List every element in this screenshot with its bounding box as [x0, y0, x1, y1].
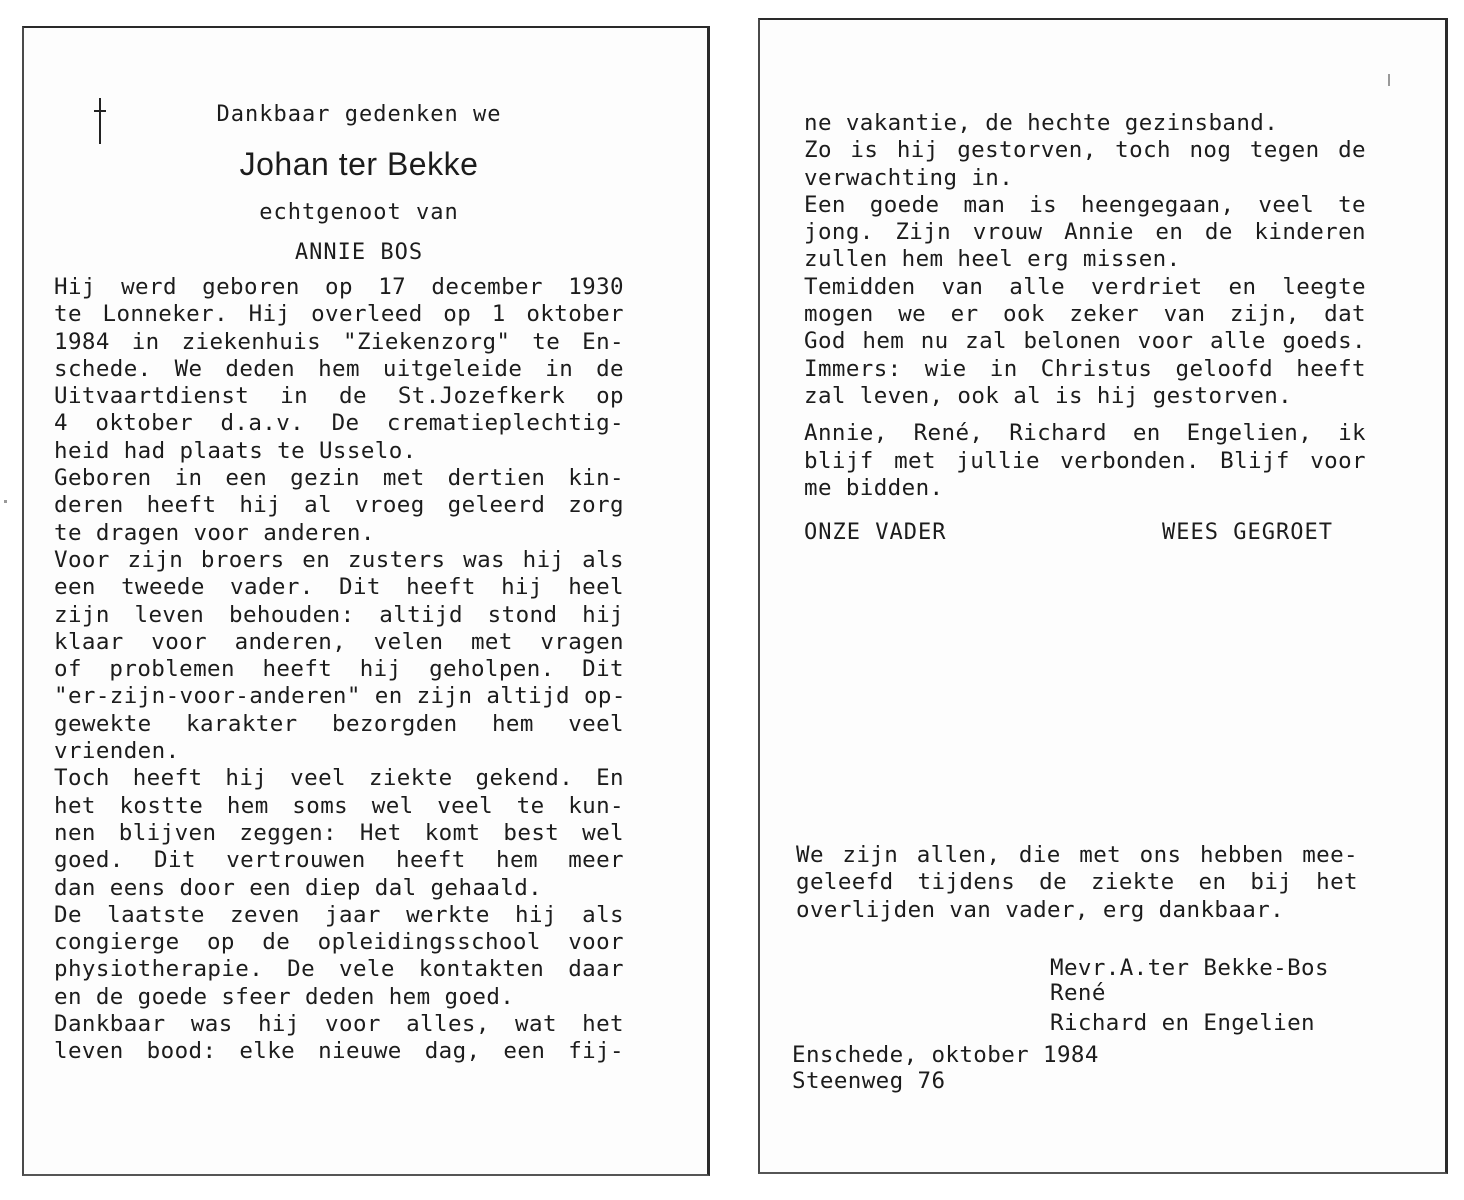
- prayer-onze-vader: ONZE VADER: [804, 520, 947, 545]
- text-line: jong. Zijn vrouw Annie en de kinderen: [804, 219, 1366, 246]
- prayer-wees-gegroet: WEES GEGROET: [1162, 520, 1333, 545]
- text-line: te Lonneker. Hij overleed op 1 oktober: [54, 301, 624, 328]
- signature-line: Mevr.A.ter Bekke-Bos: [1050, 955, 1329, 981]
- text-line: zal leven, ook al is hij gestorven.: [804, 382, 1293, 409]
- scan-mark: [1388, 74, 1390, 86]
- text-line: gewekte karakter bezorgden hem veel: [54, 710, 624, 737]
- text-line: Een goede man is heengegaan, veel te: [804, 191, 1366, 218]
- text-line: physiotherapie. De vele kontakten daar: [54, 956, 624, 983]
- text-line: vrienden.: [54, 738, 180, 765]
- left-card: [22, 26, 710, 1176]
- text-line: me bidden.: [804, 474, 944, 501]
- closing-text: [804, 110, 1366, 502]
- text-line: [804, 410, 1366, 420]
- text-line: deren heeft hij al vroeg geleerd zorg: [54, 492, 624, 519]
- text-line: zullen hem heel erg missen.: [804, 246, 1181, 273]
- text-line: mogen we er ook zeker van zijn, dat: [804, 301, 1366, 328]
- cross-icon: [94, 98, 106, 144]
- text-line: De laatste zeven jaar werkte hij als: [54, 901, 624, 928]
- text-line: Zo is hij gestorven, toch nog tegen de: [804, 137, 1366, 164]
- heading: Dankbaar gedenken we: [216, 102, 502, 127]
- text-line: We zijn allen, die met ons hebben mee-: [796, 842, 1358, 868]
- text-line: 4 oktober d.a.v. De crematieplechtig-: [54, 410, 624, 437]
- text-line: ne vakantie, de hechte gezinsband.: [804, 110, 1279, 136]
- deceased-name: Johan ter Bekke: [239, 146, 479, 182]
- text-line: Hij werd geboren op 17 december 1930: [54, 274, 624, 300]
- text-line: schede. We deden hem uitgeleide in de: [54, 355, 624, 382]
- place-date: Enschede, oktober 1984: [792, 1042, 1099, 1068]
- text-line: verwachting in.: [804, 164, 1014, 191]
- spouse-label: echtgenoot van: [259, 200, 459, 225]
- text-line: leven bood: elke nieuwe dag, een fij-: [54, 1038, 624, 1065]
- text-line: blijf met jullie verbonden. Blijf voor: [804, 447, 1366, 474]
- spouse-name: ANNIE BOS: [294, 240, 424, 265]
- text-line: 1984 in ziekenhuis "Ziekenzorg" te En-: [54, 328, 624, 355]
- text-line: te dragen voor anderen.: [54, 519, 375, 546]
- text-line: Voor zijn broers en zusters was hij als: [54, 546, 624, 573]
- right-card: [758, 18, 1448, 1174]
- text-line: Temidden van alle verdriet en leegte: [804, 273, 1366, 300]
- text-line: zijn leven behouden: altijd stond hij: [54, 601, 624, 628]
- scan-mark: [4, 500, 7, 503]
- signature-line: René: [1050, 980, 1106, 1006]
- text-line: en de goede sfeer deden hem goed.: [54, 983, 515, 1010]
- text-line: een tweede vader. Dit heeft hij heel: [54, 574, 624, 601]
- text-line: nen blijven zeggen: Het komt best wel: [54, 819, 624, 846]
- biography-text: [54, 274, 624, 1066]
- text-line: congierge op de opleidingsschool voor: [54, 929, 624, 956]
- text-line: goed. Dit vertrouwen heeft hem meer: [54, 847, 624, 874]
- text-line: Geboren in een gezin met dertien kin-: [54, 465, 624, 492]
- text-line: Immers: wie in Christus geloofd heeft: [804, 355, 1366, 382]
- signature-line: Richard en Engelien: [1050, 1010, 1315, 1036]
- text-line: heid had plaats te Usselo.: [54, 437, 417, 464]
- address: Steenweg 76: [792, 1068, 946, 1094]
- text-line: klaar voor anderen, velen met vragen: [54, 628, 624, 655]
- text-line: Annie, René, Richard en Engelien, ik: [804, 420, 1366, 447]
- text-line: geleefd tijdens de ziekte en bij het: [796, 869, 1358, 896]
- text-line: Uitvaartdienst in de St.Jozefkerk op: [54, 383, 624, 410]
- text-line: of problemen heeft hij geholpen. Dit: [54, 656, 624, 683]
- thanks-text: [796, 842, 1358, 924]
- text-line: Dankbaar was hij voor alles, wat het: [54, 1011, 624, 1038]
- text-line: "er-zijn-voor-anderen" en zijn altijd op-: [54, 683, 626, 710]
- text-line: Toch heeft hij veel ziekte gekend. En: [54, 765, 624, 792]
- text-line: het kostte hem soms wel veel te kun-: [54, 792, 624, 819]
- text-line: overlijden van vader, erg dankbaar.: [796, 896, 1285, 923]
- text-line: dan eens door een diep dal gehaald.: [54, 874, 543, 901]
- text-line: God hem nu zal belonen voor alle goeds.: [804, 328, 1366, 355]
